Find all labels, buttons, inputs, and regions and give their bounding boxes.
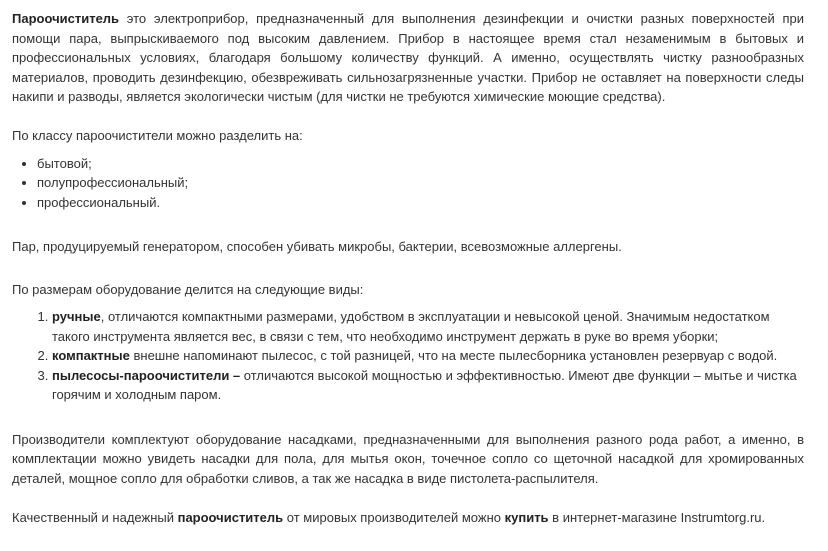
closing-part3: в интернет-магазине Instrumtorg.ru. [548, 509, 766, 525]
accessories-paragraph: Производители комплектуют оборудование насадками, предназначенными для выполнения разного рода работ, а именно, в комплектации можно увидеть насадки для пола, для мытья окон, точечное сопло со щеточной насадкой для хромированных деталей, мощное сопло для обработки сливов, а так же насадка в виде пистолета-распылителя. [12, 431, 804, 486]
closing-bold-steam-cleaner: пароочиститель [177, 509, 284, 525]
closing-bold-buy: купить [504, 509, 549, 525]
item-term: ручные [52, 309, 101, 325]
item-text: отличаются высокой мощностью и эффективностью. Имеют две функции – мытье и чистка горячим и холодным паром. [52, 367, 797, 403]
item-text: внешне напоминают пылесос, с той разницей, что на месте пылесборника установлен резервуар с водой. [129, 348, 778, 364]
list-item [52, 366, 804, 405]
closing-part2: от мировых производителей можно [283, 509, 505, 525]
closing-part1: Качественный и надежный [12, 509, 178, 525]
intro-paragraph [12, 9, 804, 107]
list-item: • бытовой; [37, 154, 804, 174]
item-text: , отличаются компактными размерами, удобством в эксплуатации и невысокой ценой. Значимым недостатком такого инструмента является вес, в связи с тем, что необходимо инструмент держать в руке во время уборки; [52, 309, 770, 344]
intro-term: Пароочиститель [12, 11, 120, 26]
steam-paragraph: Пар, продуцируемый генератором, способен убивать микробы, бактерии, всевозможные аллергены. [12, 239, 622, 255]
list-item [52, 346, 804, 366]
classes-heading: По классу пароочистители можно разделить на: [12, 127, 303, 143]
item-term: компактные [52, 348, 130, 364]
list-item: • профессиональный. [37, 193, 804, 213]
list-item [52, 307, 804, 346]
intro-text: это электроприбор, предназначенный для выполнения дезинфекции и очистки разных поверхностей при помощи пара, выпрыскиваемого под высоким давлением. Прибор в настоящее время стал незаменимым в бытовых и профессиональных условиях, благодаря большому количеству функций. А именно, осуществлять чистку разнообразных материалов, проводить дезинфекцию, обезвреживать сильнозагрязненные участки. Прибор не оставляет на поверхности следы накипи и разводы, является экологически чистым (для чистки не требуются химические моющие средства). [12, 11, 804, 105]
item-term: пылесосы-пароочистители – [52, 367, 241, 383]
sizes-heading: По размерам оборудование делится на следующие виды: [12, 281, 364, 297]
classes-list [12, 154, 804, 213]
closing-paragraph [12, 508, 804, 528]
sizes-list [12, 307, 804, 405]
list-item: • полупрофессиональный; [37, 173, 804, 193]
